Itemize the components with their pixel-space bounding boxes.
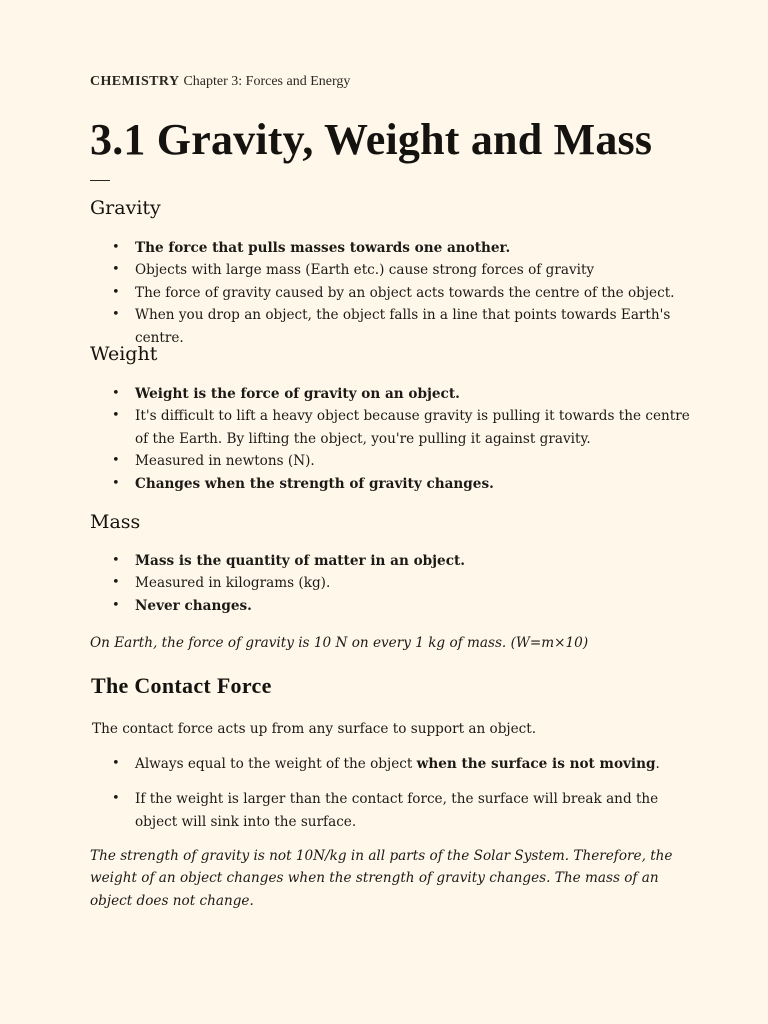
bullet-icon: • <box>112 575 120 591</box>
list-item: • Objects with large mass (Earth etc.) cause strong forces of gravity <box>90 259 690 281</box>
gravity-list <box>90 237 690 349</box>
bullet-icon: • <box>112 386 120 401</box>
bullet-icon: • <box>112 284 120 300</box>
section-title-weight: Weight <box>90 343 158 365</box>
bullet-icon: • <box>112 791 120 807</box>
list-item: • When you drop an object, the object falls in a line that points towards Earth's centre. <box>90 304 690 349</box>
bullet-icon: • <box>112 240 120 255</box>
list-item: • Changes when the strength of gravity changes. <box>90 473 690 495</box>
list-item: • It's difficult to lift a heavy object because gravity is pulling it towards the centre of the Earth. By lifting the object, you're pulling it against gravity. <box>90 405 690 450</box>
bullet-icon: • <box>112 553 120 568</box>
emphasis-text: when the surface is not moving <box>416 756 656 772</box>
section-title-contact-force: The Contact Force <box>91 673 272 698</box>
list-item: • Mass is the quantity of matter in an object. <box>90 550 690 572</box>
bullet-icon: • <box>112 453 120 469</box>
bullet-icon: • <box>112 475 120 491</box>
contact-force-list <box>90 753 690 846</box>
solar-system-note: The strength of gravity is not 10N/kg in all parts of the Solar System. Therefore, the weight of an object changes when the strength of gravity changes. The mass of an object does not change. <box>90 848 673 909</box>
subject-label: CHEMISTRY <box>90 74 180 89</box>
bullet-icon: • <box>112 756 120 771</box>
bullet-icon: • <box>112 262 120 278</box>
list-item: • The force of gravity caused by an object acts towards the centre of the object. <box>90 282 690 304</box>
list-item: • Never changes. <box>90 595 690 617</box>
bullet-icon: • <box>112 408 120 424</box>
weight-list <box>90 383 690 495</box>
bullet-icon: • <box>112 307 120 323</box>
list-item: • Always equal to the weight of the object when the surface is not moving. <box>90 753 690 775</box>
section-title-gravity: Gravity <box>90 197 161 219</box>
list-item: • Measured in kilograms (kg). <box>90 572 690 594</box>
chapter-header <box>90 74 350 90</box>
earth-gravity-note: On Earth, the force of gravity is 10 N on every 1 kg of mass. (W=m×10) <box>90 635 589 651</box>
chapter-label: Chapter 3: Forces and Energy <box>183 74 351 89</box>
bullet-icon: • <box>112 597 120 613</box>
page-title: 3.1 Gravity, Weight and Mass <box>90 115 653 164</box>
list-item: • Measured in newtons (N). <box>90 450 690 472</box>
list-item: • The force that pulls masses towards one another. <box>90 237 690 259</box>
title-divider <box>90 180 110 181</box>
list-item: • Weight is the force of gravity on an object. <box>90 383 690 405</box>
mass-list <box>90 550 690 617</box>
contact-force-intro: The contact force acts up from any surface to support an object. <box>92 721 537 737</box>
list-item: • If the weight is larger than the contact force, the surface will break and the object will sink into the surface. <box>90 788 690 833</box>
section-title-mass: Mass <box>90 511 141 533</box>
